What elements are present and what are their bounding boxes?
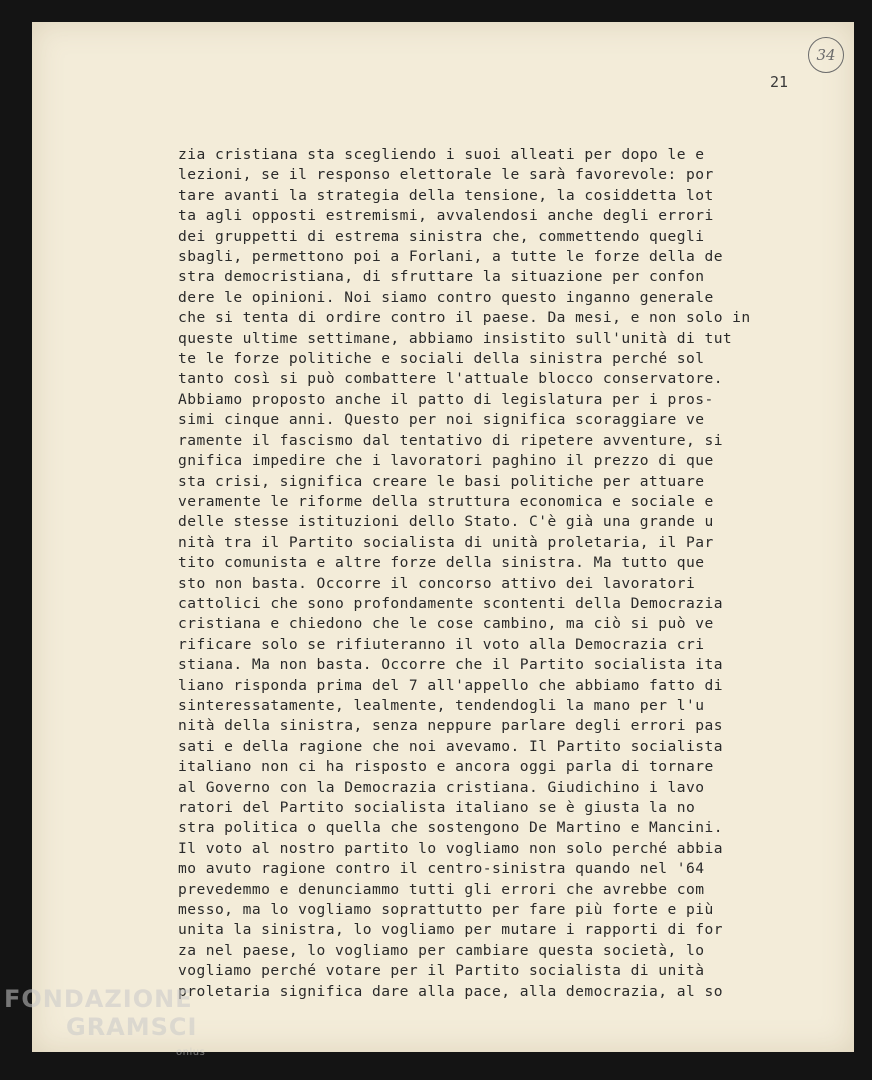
watermark-line-1: FONDAZIONE [4,985,193,1013]
page-number: 21 [770,73,789,91]
watermark-line-3: onlus [176,1047,206,1058]
watermark-fondazione-gramsci [4,985,205,1067]
archive-page-stamp: 34 [808,37,844,73]
watermark-line-2: GRAMSCI [66,1013,198,1041]
typewritten-body-text: zia cristiana sta scegliendo i suoi alleati per dopo le e lezioni, se il responso elettorale le sarà favorevole: por tare avanti la strategia della tensione, la cosiddetta lot ta agli opposti estremismi, avvalendosi anche degli errori dei gruppetti di estrema sinistra che, commettendo quegli sbagli, permettono poi a Forlani, a tutte le forze della de stra democristiana, di sfruttare la situazione per confon dere le opinioni. Noi siamo contro questo inganno generale che si tenta di ordire contro il paese. Da mesi, e non solo in queste ultime settimane, abbiamo insistito sull'unità di tut te le forze politiche e sociali della sinistra perché sol tanto così si può combattere l'attuale blocco conservatore. Abbiamo proposto anche il patto di legislatura per i pros- simi cinque anni. Questo per noi significa scoraggiare ve ramente il fascismo dal tentativo di ripetere avventure, si gnifica impedire che i lavoratori paghino il prezzo di que sta crisi, significa creare le basi politiche per attuare veramente le riforme della struttura economica e sociale e delle stesse istituzioni dello Stato. C'è già una grande u nità tra il Partito socialista di unità proletaria, il Par tito comunista e altre forze della sinistra. Ma tutto que sto non basta. Occorre il concorso attivo dei lavoratori cattolici che sono profondamente scontenti della Democrazia cristiana e chiedono che le cose cambino, ma ciò si può ve rificare solo se rifiuteranno il voto alla Democrazia cri stiana. Ma non basta. Occorre che il Partito socialista ita liano risponda prima del 7 all'appello che abbiamo fatto di sinteressatamente, lealmente, tendendogli la mano per l'u nità della sinistra, senza neppure parlare degli errori pas sati e della ragione che noi avevamo. Il Partito socialista italiano non ci ha risposto e ancora oggi parla di tornare al Governo con la Democrazia cristiana. Giudichino i lavo ratori del Partito socialista italiano se è giusta la no stra politica o quella che sostengono De Martino e Mancini. Il voto al nostro partito lo vogliamo non solo perché abbia mo avuto ragione contro il centro-sinistra quando nel '64 prevedemmo e denunciammo tutti gli errori che avrebbe com messo, ma lo vogliamo soprattutto per fare più forte e più unita la sinistra, lo vogliamo per mutare i rapporti di for za nel paese, lo vogliamo per cambiare questa società, lo vogliamo perché votare per il Partito socialista di unità proletaria significa dare alla pace, alla democrazia, al so [178,146,751,1000]
